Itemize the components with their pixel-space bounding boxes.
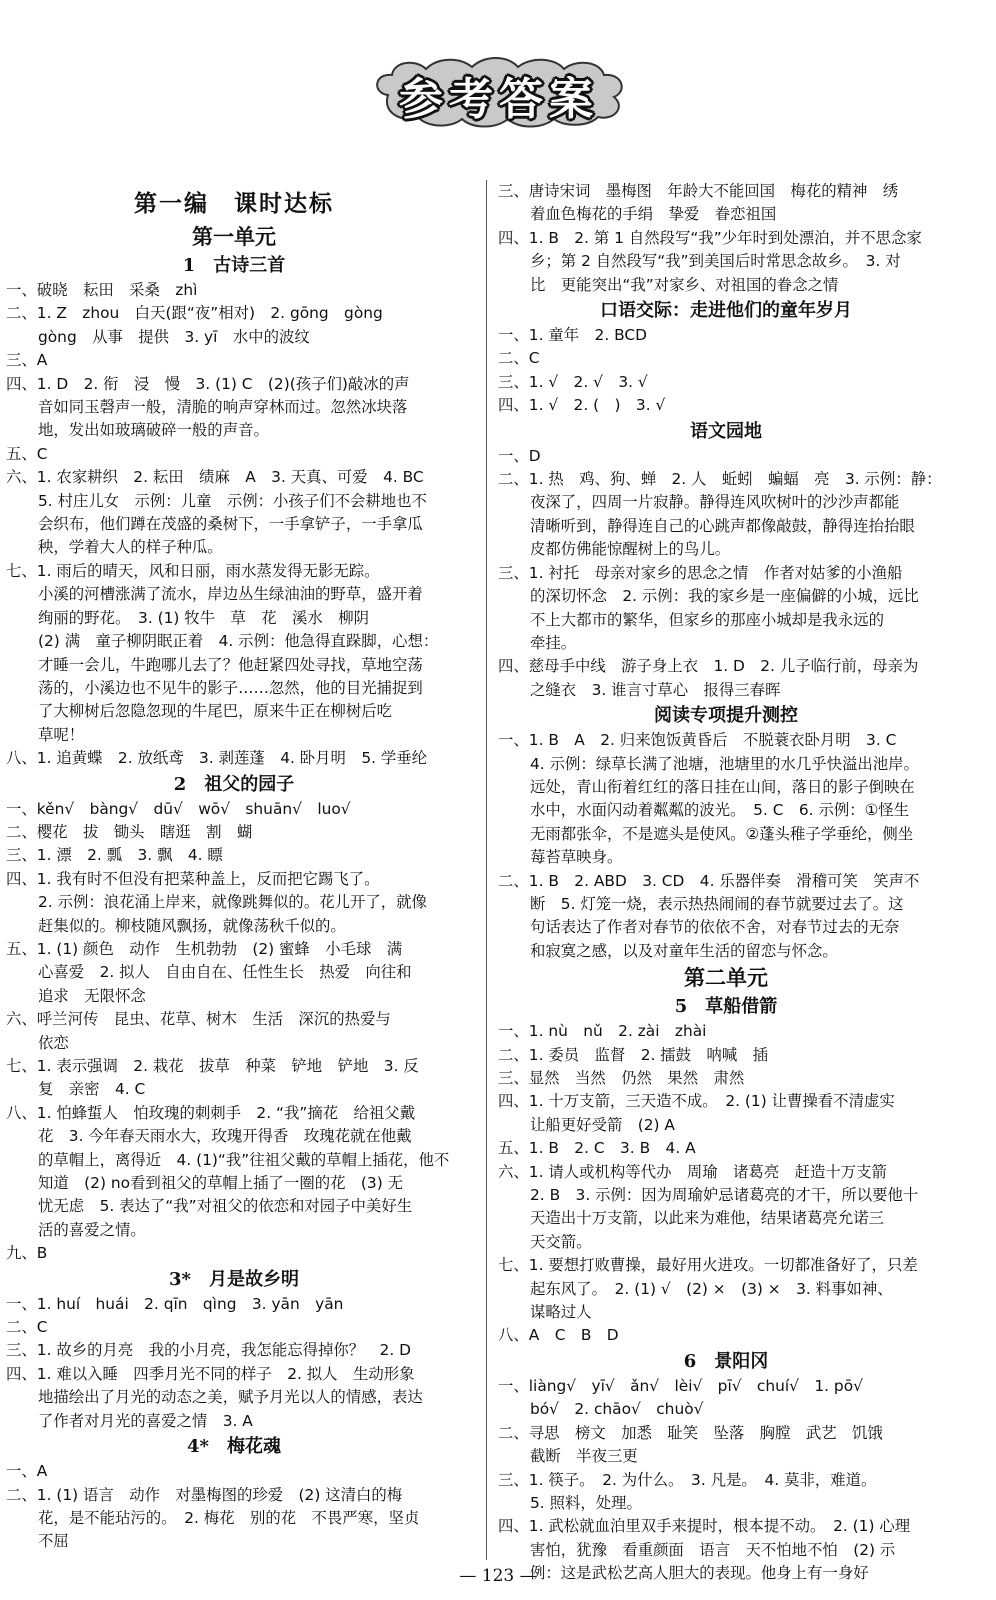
answer-line-continued: 的草帽上，离得近 4. (1)“我”往祖父戴的草帽上插花，他不	[38, 1150, 450, 1169]
answer-line: 一、1. B A 2. 归来饱饭黄昏后 不脱蓑衣卧月明 3. C	[498, 731, 897, 750]
answer-line: 六、1. 请人或机构等代办 周瑜 诸葛亮 赶造十万支箭	[498, 1162, 887, 1181]
answer-line-continued: 草呢！	[38, 725, 85, 744]
answer-line-continued: 着血色梅花的手绢 挚爱 眷恋祖国	[530, 205, 777, 224]
answer-line-continued: 和寂寞之感，以及对童年生活的留恋与怀念。	[530, 941, 838, 960]
answer-line: 三、1. 故乡的月亮 我的小月亮，我怎能忘得掉你？ 2. D	[6, 1341, 411, 1360]
answer-line: 二、寻思 榜文 加悉 耻笑 坠落 胸膛 武艺 饥饿	[498, 1423, 883, 1442]
answer-line: 一、kěn√ bàng√ dū√ wō√ shuān√ luo√	[6, 799, 351, 818]
answer-line-continued: 心喜爱 2. 拟人 自由自在、任性生长 热爱 向往和	[38, 963, 412, 982]
lesson-heading: 语文园地	[690, 420, 762, 442]
right-column	[498, 180, 954, 1586]
answer-line: 五、C	[6, 444, 48, 463]
answer-line-continued: 比 更能突出“我”对家乡、对祖国的眷念之情	[530, 275, 839, 294]
answer-line-continued: 赶集似的。柳枝随风飘扬，就像荡秋千似的。	[38, 916, 346, 935]
answer-line: 一、1. nù nǔ 2. zài zhài	[498, 1022, 707, 1041]
answer-line-continued: 地，发出如玻璃破碎一般的声音。	[38, 421, 269, 440]
answer-line-continued: 绚丽的野花。 3. (1) 牧牛 草 花 溪水 柳阴	[38, 608, 369, 627]
answer-line-continued: 天造出十万支箭，以此来为难他，结果诸葛亮允诺三	[530, 1209, 884, 1228]
answer-line-continued: 天交箭。	[530, 1232, 592, 1251]
answer-line: 五、1. B 2. C 3. B 4. A	[498, 1139, 696, 1158]
unit-heading: 第二单元	[684, 965, 768, 991]
answer-line-continued: 花，是不能玷污的。 2. 梅花 别的花 不畏严寒，坚贞	[38, 1508, 420, 1527]
answer-line-continued: 句话表达了作者对春节的依依不舍，对春节过去的无奈	[530, 918, 900, 937]
answer-line-continued: 活的喜爱之情。	[38, 1220, 146, 1239]
part-heading: 第一编 课时达标	[134, 190, 334, 217]
answer-line-continued: 牵挂。	[530, 633, 577, 652]
answer-line: 八、1. 追黄蝶 2. 放纸鸢 3. 剥莲蓬 4. 卧月明 5. 学垂纶	[6, 749, 428, 768]
answer-line-continued: 远处，青山衔着红红的落日挂在山间，落日的影子倒映在	[530, 777, 915, 796]
answer-line-continued: 4. 示例：绿草长满了池塘，池塘里的水几乎快溢出池岸。	[530, 754, 919, 773]
answer-line: 六、呼兰河传 昆虫、花草、树木 生活 深沉的热爱与	[6, 1010, 391, 1029]
answer-line: 二、1. 热 鸡、狗、蝉 2. 人 蚯蚓 蝙蝠 亮 3. 示例：静：	[498, 470, 942, 489]
answer-line: 一、1. huí huái 2. qīn qìng 3. yān yān	[6, 1294, 344, 1313]
answer-line-continued: 断 5. 灯笼一烧，表示热热闹闹的春节就要过去了。这	[530, 894, 904, 913]
lesson-heading: 阅读专项提升测控	[654, 705, 798, 727]
answer-line: 四、1. D 2. 衔 浸 慢 3. (1) C (2)(孩子们)敲冰的声	[6, 374, 410, 393]
answer-line-continued: 无雨都张伞，不是遮头是使风。②蓬头稚子学垂纶，侧坐	[530, 824, 914, 843]
answer-line-continued: 截断 半夜三更	[530, 1447, 638, 1466]
answer-line: 二、C	[498, 349, 540, 368]
answer-line-continued: 了作者对月光的喜爱之情 3. A	[38, 1411, 253, 1430]
answer-line-continued: 知道 (2) no看到祖父的草帽上插了一圈的花 (3) 无	[38, 1174, 403, 1193]
answer-line-continued: 追求 无限怀念	[38, 986, 146, 1005]
answer-line: 四、1. 十万支箭，三天造不成。 2. (1) 让曹操看不清虚实	[498, 1092, 895, 1111]
answer-line: 七、1. 雨后的晴天，风和日丽，雨水蒸发得无影无踪。	[6, 561, 380, 580]
answer-line-continued: 2. B 3. 示例：因为周瑜妒忌诸葛亮的才干，所以要他十	[530, 1186, 919, 1205]
answer-line-continued: 清晰听到，静得连自己的心跳声都像敲鼓，静得连抬抬眼	[530, 516, 915, 535]
answer-line: 九、B	[6, 1244, 48, 1263]
answer-line-continued: 皮都仿佛能惊醒树上的鸟儿。	[530, 540, 731, 559]
answer-line-continued: 音如同玉磬声一般，清脆的响声穿林而过。忽然冰块落	[38, 398, 408, 417]
answer-line-continued: 复 亲密 4. C	[38, 1080, 146, 1099]
answer-line: 二、1. 委员 监督 2. 擂鼓 呐喊 插	[498, 1045, 769, 1064]
answer-line-continued: 不上大都市的繁华，但家乡的那座小城却是我永远的	[530, 610, 884, 629]
answer-line-continued: 小溪的河槽涨满了流水，岸边丛生绿油油的野草，盛开着	[38, 585, 423, 604]
lesson-heading: 3* 月是故乡明	[169, 1268, 299, 1290]
answer-line: 八、A C B D	[498, 1326, 619, 1345]
answer-line: 三、显然 当然 仍然 果然 肃然	[498, 1069, 745, 1087]
answer-line-continued: 谋略过人	[530, 1303, 592, 1322]
answer-line: 四、1. 我有时不但没有把菜种盖上，反而把它踢飞了。	[6, 869, 380, 888]
answer-line-continued: 5. 村庄儿女 示例：儿童 示例：小孩子们不会耕地也不	[38, 491, 427, 510]
answer-line: 二、1. Z zhou 白天(跟“夜”相对) 2. gōng gòng	[6, 304, 383, 323]
answer-line: 四、慈母手中线 游子身上衣 1. D 2. 儿子临行前，母亲为	[498, 657, 919, 676]
answer-line-continued: 才睡一会儿，牛跑哪儿去了？他赶紧四处寻找，草地空荡	[38, 655, 423, 674]
answer-line-continued: 的深切怀念 2. 示例：我的家乡是一座偏僻的小城，远比	[530, 587, 919, 606]
answer-line-continued: 水中，水面闪动着粼粼的波光。 5. C 6. 示例：①怪生	[530, 801, 910, 820]
answer-line: 四、1. 难以入睡 四季月光不同的样子 2. 拟人 生动形象	[6, 1364, 415, 1383]
answer-line-continued: 不屈	[38, 1532, 69, 1551]
answer-line-continued: (2) 满 童子柳阴眠正着 4. 示例：他急得直跺脚，心想：	[38, 632, 439, 651]
answer-line-continued: 依恋	[38, 1033, 69, 1052]
answer-line: 一、liàng√ yī√ ǎn√ lèi√ pī√ chuí√ 1. pō√	[498, 1376, 863, 1395]
answer-line-continued: bó√ 2. chāo√ chuò√	[530, 1400, 704, 1419]
answer-line: 五、1. (1) 颜色 动作 生机勃勃 (2) 蜜蜂 小毛球 满	[6, 939, 403, 958]
answer-line: 三、1. 筷子。 2. 为什么。 3. 凡是。 4. 莫非，难道。	[498, 1470, 877, 1489]
answer-line-continued: 起东风了。 2. (1) √ (2) × (3) × 3. 料事如神、	[530, 1279, 893, 1298]
answer-line-continued: 忧无虑 5. 表达了“我”对祖父的依恋和对园子中美好生	[38, 1197, 413, 1216]
answer-line: 二、樱花 拔 锄头 瞎逛 割 蝴	[6, 822, 253, 841]
answer-key-banner	[368, 55, 630, 129]
answer-line: 二、C	[6, 1318, 48, 1337]
answer-line: 三、1. √ 2. √ 3. √	[498, 372, 648, 391]
answer-line: 四、1. 武松就血泊里双手来提时，根本提不动。 2. (1) 心理	[498, 1517, 911, 1536]
answer-line: 四、1. √ 2. ( ) 3. √	[498, 396, 666, 415]
banner-title: 参考答案	[399, 74, 599, 125]
page-number: — 123 —	[459, 1566, 537, 1586]
answer-line-continued: 2. 示例：浪花涌上岸来，就像跳舞似的。花儿开了，就像	[38, 893, 427, 912]
answer-line-continued: 花 3. 今年春天雨水大，玫瑰开得香 玫瑰花就在他戴	[38, 1127, 412, 1146]
answer-line: 二、1. (1) 语言 动作 对墨梅图的珍爱 (2) 这清白的梅	[6, 1485, 403, 1504]
answer-line-continued: 夜深了，四周一片寂静。静得连风吹树叶的沙沙声都能	[530, 493, 900, 512]
answer-line-continued: gòng 从事 提供 3. yī 水中的波纹	[38, 327, 310, 346]
answer-line: 一、1. 童年 2. BCD	[498, 326, 647, 345]
lesson-heading: 1 古诗三首	[182, 255, 286, 276]
answer-line: 三、唐诗宋词 墨梅图 年龄大不能回国 梅花的精神 绣	[498, 182, 899, 200]
lesson-heading: 4* 梅花魂	[187, 1436, 281, 1458]
answer-line-continued: 乡；第 2 自然段写“我”到美国后时常思念故乡。 3. 对	[530, 252, 901, 271]
left-column	[6, 186, 462, 1554]
answer-line-continued: 会织布，他们蹲在茂盛的桑树下，一手拿铲子，一手拿瓜	[38, 515, 423, 534]
answer-line: 二、1. B 2. ABD 3. CD 4. 乐器伴奏 滑稽可笑 笑声不	[498, 871, 920, 890]
answer-line: 一、A	[6, 1462, 48, 1481]
answer-line: 三、1. 衬托 母亲对家乡的思念之情 作者对姑爹的小渔船	[498, 563, 903, 582]
answer-line-continued: 秧，学着大人的样子种瓜。	[38, 538, 223, 557]
answer-line-continued: 5. 照料，处理。	[530, 1493, 642, 1512]
answer-line-continued: 例：这是武松艺高人胆大的表现。他身上有一身好	[530, 1564, 869, 1583]
answer-line: 三、1. 漂 2. 瓢 3. 飘 4. 瞟	[6, 846, 223, 865]
answer-line-continued: 害怕，犹豫 看重颜面 语言 天不怕地不怕 (2) 示	[530, 1540, 896, 1559]
answer-line: 一、破晓 耘田 采桑 zhì	[6, 281, 198, 299]
answer-line-continued: 让船更好受箭 (2) A	[530, 1115, 675, 1134]
answer-line: 六、1. 农家耕织 2. 耘田 绩麻 A 3. 天真、可爱 4. BC	[6, 468, 424, 487]
answer-line: 三、A	[6, 351, 48, 370]
lesson-heading: 6 景阳冈	[683, 1350, 769, 1372]
lesson-heading: 口语交际：走进他们的童年岁月	[600, 300, 852, 322]
answer-line: 四、1. B 2. 第 1 自然段写“我”少年时到处漂泊，并不思念家	[498, 228, 922, 247]
column-divider	[486, 180, 487, 1560]
answer-line: 七、1. 表示强调 2. 栽花 拔草 种菜 铲地 铲地 3. 反	[6, 1057, 419, 1075]
answer-line-continued: 了大柳树后忽隐忽现的牛尾巴，原来牛正在柳树后吃	[38, 702, 392, 721]
lesson-heading: 2 祖父的园子	[173, 773, 295, 795]
answer-line-continued: 莓苔草映身。	[530, 848, 623, 867]
lesson-heading: 5 草船借箭	[674, 996, 778, 1018]
answer-line-continued: 之缝衣 3. 谁言寸草心 报得三春晖	[530, 680, 781, 699]
answer-line: 一、D	[498, 446, 541, 465]
answer-line-continued: 荡的，小溪边也不见牛的影子……忽然，他的目光捕捉到	[38, 678, 423, 697]
unit-heading: 第一单元	[192, 224, 276, 249]
answer-line-continued: 地描绘出了月光的动态之美，赋予月光以人的情感，表达	[38, 1388, 423, 1407]
answer-line: 七、1. 要想打败曹操，最好用火进攻。一切都准备好了，只差	[498, 1256, 918, 1275]
answer-line: 八、1. 怕蜂蜇人 怕玫瑰的刺刺手 2. “我”摘花 给祖父戴	[6, 1103, 416, 1122]
